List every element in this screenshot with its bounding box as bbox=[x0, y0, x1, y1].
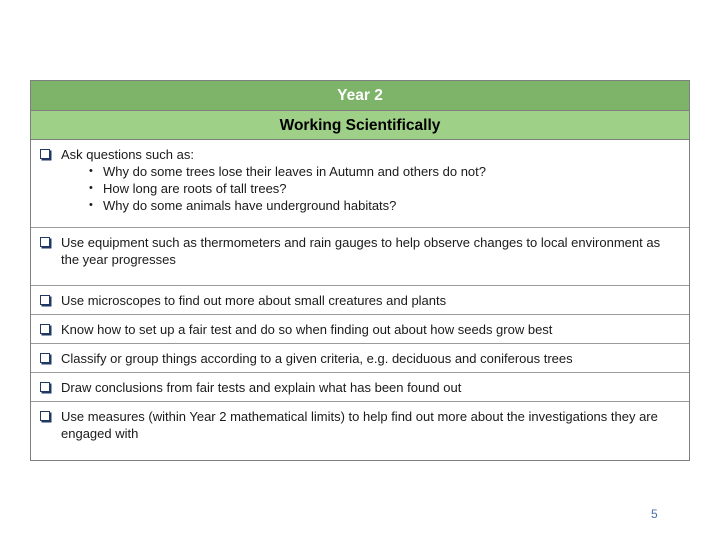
checkbox-bullet-icon bbox=[40, 324, 50, 334]
sub-list-item: • How long are roots of tall trees? bbox=[89, 180, 681, 197]
checkbox-bullet-icon bbox=[40, 237, 50, 247]
table-row bbox=[31, 402, 689, 460]
checkbox-bullet-icon bbox=[40, 382, 50, 392]
row-text: Use microscopes to find out more about small creatures and plants bbox=[61, 293, 447, 308]
row-text: Ask questions such as: bbox=[61, 147, 194, 162]
table-row bbox=[31, 228, 689, 286]
sub-list-item: • Why do some animals have underground habitats? bbox=[89, 197, 681, 214]
checkbox-bullet-icon bbox=[40, 149, 50, 159]
table-row bbox=[31, 315, 689, 344]
working-scientifically-table bbox=[30, 80, 690, 461]
year-heading: Year 2 bbox=[31, 81, 689, 111]
row-text: Use equipment such as thermometers and rain gauges to help observe changes to local environment as the year progresses bbox=[61, 235, 661, 267]
section-heading: Working Scientifically bbox=[31, 111, 689, 140]
checkbox-bullet-icon bbox=[40, 411, 50, 421]
sub-list bbox=[61, 163, 681, 214]
row-text: Classify or group things according to a given criteria, e.g. deciduous and coniferous trees bbox=[61, 351, 573, 366]
checkbox-bullet-icon bbox=[40, 353, 50, 363]
checkbox-bullet-icon bbox=[40, 295, 50, 305]
table-row bbox=[31, 344, 689, 373]
page-number: 5 bbox=[651, 507, 658, 521]
table-row bbox=[31, 140, 689, 228]
row-text: Draw conclusions from fair tests and explain what has been found out bbox=[61, 380, 462, 395]
table-row bbox=[31, 286, 689, 315]
row-text: Use measures (within Year 2 mathematical limits) to help find out more about the investigations they are engaged with bbox=[61, 409, 658, 441]
table-row bbox=[31, 373, 689, 402]
sub-list-item: • Why do some trees lose their leaves in Autumn and others do not? bbox=[89, 163, 681, 180]
row-text: Know how to set up a fair test and do so when finding out about how seeds grow best bbox=[61, 322, 553, 337]
